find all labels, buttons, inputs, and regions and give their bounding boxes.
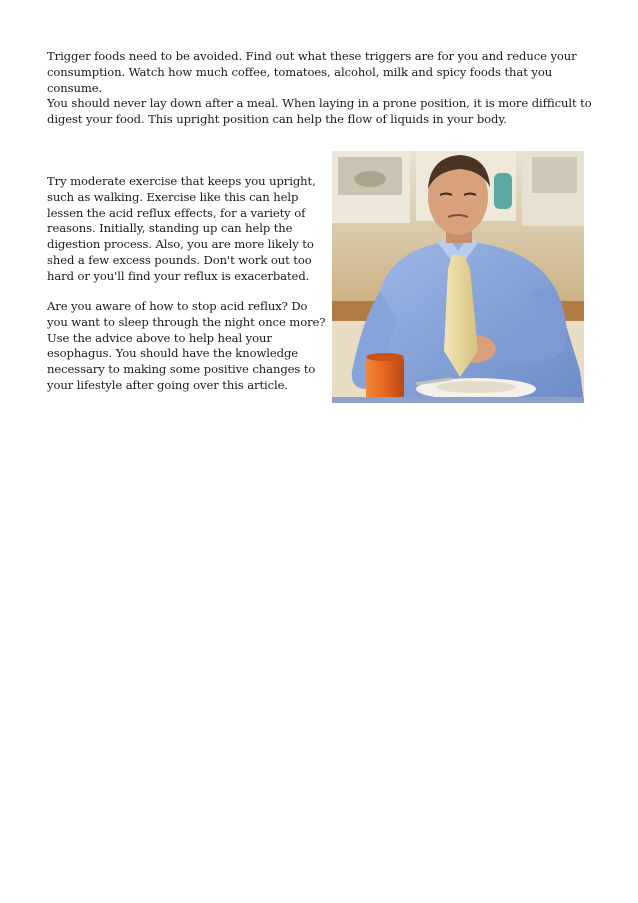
paragraph-after-meal: You should never lay down after a meal. When laying in a prone position, it is more difficult to digest your food. This upright position can help the flow of liquids in your body. [47,96,592,126]
paragraph-trigger-foods: Trigger foods need to be avoided. Find out what these triggers are for you and reduce your consumption. Watch how much coffee, tomatoes, alcohol, milk and spicy foods that you consume. [47,49,577,95]
paragraph-exercise: Try moderate exercise that keeps you upright, such as walking. Exercise like this can help lessen the acid reflux effects, for a variety of reasons. Initially, standing up can help the digestion process. Also, you are more likely to shed a few excess pounds. Don't work out too hard or you'll find your reflux is exacerbated. [47,174,316,283]
man-with-heartburn-photo [332,151,584,403]
paragraph-conclusion: Are you aware of how to stop acid reflux? Do you want to sleep through the night once more? Use the advice above to help heal your esophagus. You should have the knowledge necessary to making some positive changes to your lifestyle after going over this article. [47,299,326,392]
